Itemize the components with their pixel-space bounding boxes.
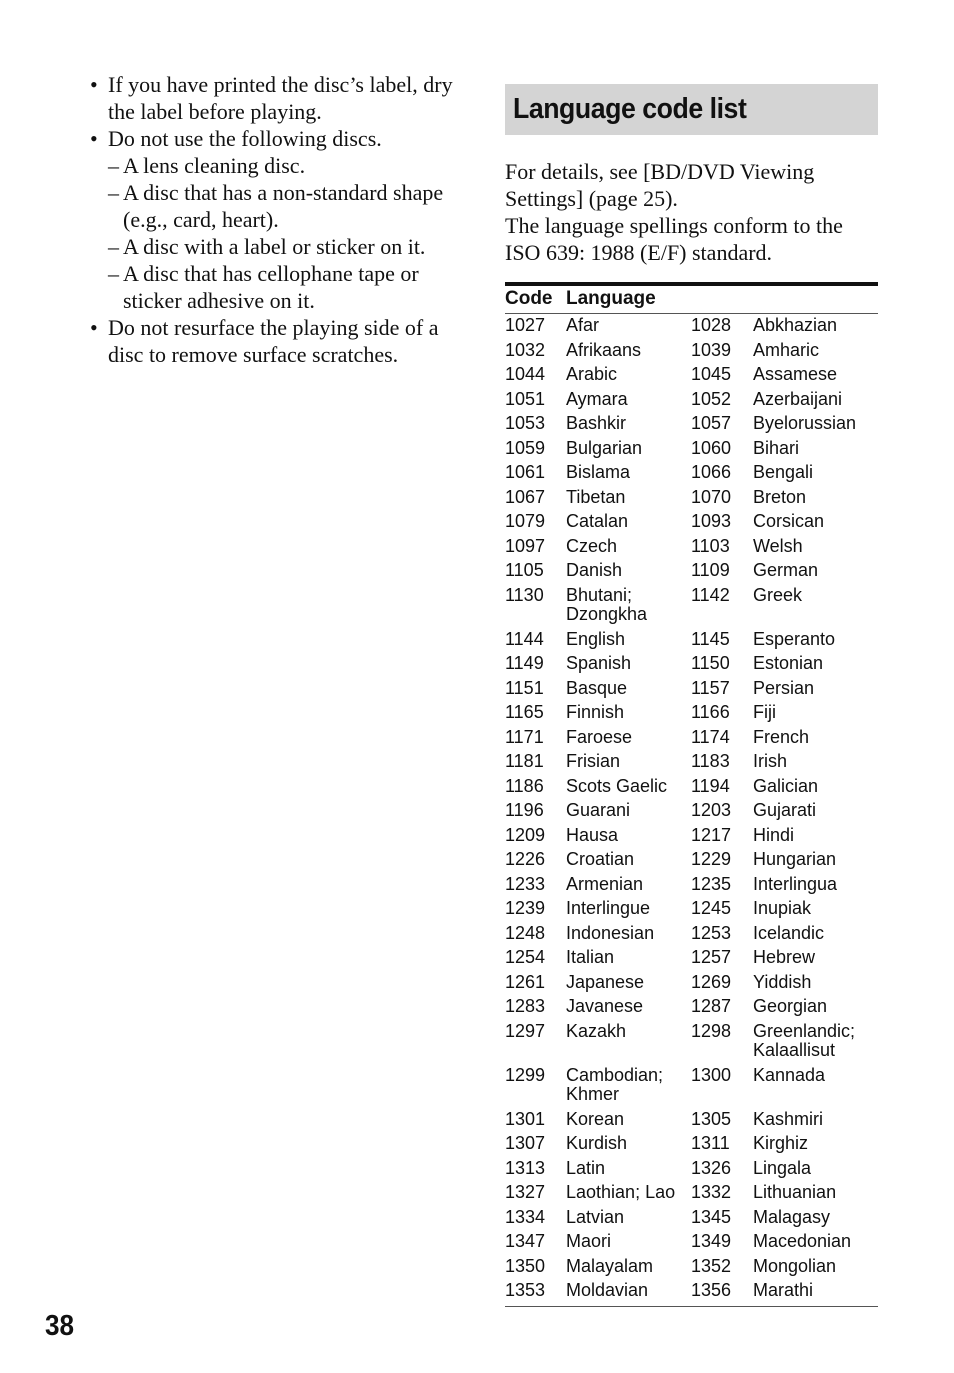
language-cell: Spanish [566, 653, 632, 673]
language-cell: Abkhazian [753, 315, 838, 335]
header-code: Code [505, 288, 553, 309]
code-cell: 1149 [505, 653, 544, 673]
item-text: Do not use the following discs. [108, 126, 382, 151]
language-cell: Japanese [566, 971, 645, 992]
table-row [505, 726, 878, 751]
code-cell: 1350 [505, 1255, 546, 1276]
code-cell: 1298 [691, 1020, 732, 1041]
language-cell: Scots Gaelic [566, 775, 668, 796]
language-cell: Yiddish [753, 971, 812, 992]
language-cell: Georgian [753, 996, 828, 1016]
code-cell: 1032 [505, 339, 546, 360]
language-cell: Estonian [753, 653, 824, 673]
table-row [505, 799, 878, 824]
bullet-item [90, 314, 470, 368]
table-row [505, 314, 878, 339]
bullet-mark: • [90, 315, 98, 340]
dash-mark: – [108, 261, 119, 286]
dash-mark: – [108, 153, 119, 178]
code-cell: 1307 [505, 1133, 546, 1153]
table-row [505, 486, 878, 511]
language-cell: Persian [753, 677, 815, 698]
code-cell: 1203 [691, 800, 732, 820]
code-cell: 1105 [505, 560, 544, 580]
table-row [505, 701, 878, 726]
code-cell: 1044 [505, 364, 546, 384]
code-cell: 1059 [505, 437, 546, 458]
code-cell: 1150 [691, 653, 730, 673]
table-row [505, 873, 878, 898]
language-cell: Esperanto [753, 628, 836, 649]
table-row [505, 1181, 878, 1206]
intro-details: For details, see [BD/DVD Viewing Settings] (page 25). [505, 159, 815, 211]
table-row [505, 775, 878, 800]
code-cell: 1245 [691, 898, 732, 918]
language-cell: Welsh [753, 535, 803, 556]
language-cell: Moldavian [566, 1280, 649, 1300]
item-text: Do not resurface the playing side of a disc to remove surface scratches. [108, 315, 439, 367]
language-cell: Hindi [753, 824, 795, 845]
language-cell: Croatian [566, 849, 635, 869]
dash-item [90, 179, 470, 233]
language-cell: Frisian [566, 751, 621, 771]
code-cell: 1151 [505, 677, 544, 698]
language-code-section [505, 84, 878, 1307]
code-cell: 1039 [691, 339, 732, 360]
language-cell: Kashmiri [753, 1108, 824, 1129]
item-text: If you have printed the disc’s label, dry the label before playing. [108, 72, 453, 124]
code-cell: 1067 [505, 486, 546, 507]
language-cell: Interlingua [753, 873, 838, 894]
code-cell: 1233 [505, 873, 546, 894]
code-cell: 1051 [505, 388, 546, 409]
language-cell: Bengali [753, 462, 814, 482]
table-row [505, 412, 878, 437]
table-row [505, 848, 878, 873]
language-cell: Malagasy [753, 1206, 831, 1227]
table-body [505, 314, 878, 1307]
code-cell: 1301 [505, 1108, 546, 1129]
code-cell: 1196 [505, 800, 544, 820]
table-row [505, 1020, 878, 1064]
code-cell: 1166 [691, 702, 730, 722]
table-row [505, 510, 878, 535]
code-cell: 1353 [505, 1280, 546, 1300]
code-cell: 1239 [505, 898, 546, 918]
code-cell: 1334 [505, 1206, 546, 1227]
table-row [505, 535, 878, 560]
language-cell: English [566, 628, 626, 649]
language-cell: Breton [753, 486, 807, 507]
code-cell: 1269 [691, 971, 732, 992]
dash-item [90, 233, 470, 260]
language-cell: Italian [566, 947, 615, 967]
code-cell: 1181 [505, 751, 544, 771]
header-language: Language [566, 288, 656, 309]
code-cell: 1299 [505, 1064, 546, 1085]
dash-mark: – [108, 234, 119, 259]
table-row [505, 995, 878, 1020]
code-cell: 1226 [505, 849, 546, 869]
table-row [505, 652, 878, 677]
code-cell: 1053 [505, 413, 546, 433]
language-cell: Afrikaans [566, 339, 642, 360]
code-cell: 1313 [505, 1157, 546, 1178]
code-cell: 1174 [691, 726, 730, 747]
code-cell: 1060 [691, 437, 732, 458]
table-row [505, 1255, 878, 1280]
language-cell: Marathi [753, 1280, 814, 1300]
code-cell: 1070 [691, 486, 732, 507]
code-cell: 1097 [505, 535, 546, 556]
code-cell: 1283 [505, 996, 546, 1016]
table-row [505, 1279, 878, 1304]
language-cell: Macedonian [753, 1231, 852, 1251]
table-row [505, 388, 878, 413]
dash-item [90, 152, 470, 179]
section-title: Language code list [513, 93, 747, 125]
item-text: A disc that has a non-standard shape (e.g., card, heart). [123, 180, 444, 232]
language-cell: Javanese [566, 996, 644, 1016]
code-cell: 1045 [691, 364, 732, 384]
language-cell: Bhutani; Dzongkha [566, 584, 648, 624]
language-cell: Latin [566, 1157, 606, 1178]
table-row [505, 339, 878, 364]
language-cell: Hausa [566, 824, 619, 845]
table-row [505, 971, 878, 996]
code-cell: 1345 [691, 1206, 732, 1227]
table-row [505, 946, 878, 971]
code-cell: 1248 [505, 922, 546, 943]
table-row [505, 461, 878, 486]
bullet-item [90, 125, 470, 152]
language-cell: Indonesian [566, 922, 655, 943]
code-cell: 1109 [691, 560, 730, 580]
language-cell: Catalan [566, 511, 629, 531]
language-cell: Assamese [753, 364, 838, 384]
language-cell: Lithuanian [753, 1182, 837, 1202]
table-row [505, 1206, 878, 1231]
language-cell: Tibetan [566, 486, 626, 507]
table-row [505, 824, 878, 849]
language-cell: Laothian; Lao [566, 1182, 676, 1202]
code-cell: 1093 [691, 511, 732, 531]
code-cell: 1142 [691, 584, 730, 605]
table-row [505, 1132, 878, 1157]
table-row [505, 922, 878, 947]
language-cell: Amharic [753, 339, 820, 360]
language-cell: Inupiak [753, 898, 812, 918]
language-cell: Azerbaijani [753, 388, 843, 409]
language-cell: Gujarati [753, 800, 817, 820]
table-row [505, 897, 878, 922]
language-code-table [505, 282, 878, 1307]
table-row [505, 363, 878, 388]
intro-standard: The language spellings conform to the ISO 639: 1988 (E/F) standard. [505, 213, 843, 265]
table-row [505, 1064, 878, 1108]
language-cell: Bashkir [566, 413, 627, 433]
dash-item [90, 260, 470, 314]
language-cell: Danish [566, 560, 623, 580]
code-cell: 1027 [505, 315, 546, 335]
code-cell: 1332 [691, 1182, 732, 1202]
language-cell: Greek [753, 584, 803, 605]
language-cell: Hebrew [753, 947, 816, 967]
language-cell: Latvian [566, 1206, 625, 1227]
table-header [505, 282, 878, 314]
code-cell: 1254 [505, 947, 546, 967]
language-cell: Hungarian [753, 849, 837, 869]
table-row [505, 677, 878, 702]
code-cell: 1326 [691, 1157, 732, 1178]
language-cell: Bulgarian [566, 437, 643, 458]
item-text: A lens cleaning disc. [123, 153, 306, 178]
language-cell: Fiji [753, 702, 776, 722]
item-text: A disc with a label or sticker on it. [123, 234, 426, 259]
code-cell: 1327 [505, 1182, 546, 1202]
language-cell: Finnish [566, 702, 625, 722]
code-cell: 1311 [691, 1133, 730, 1153]
language-cell: Guarani [566, 800, 631, 820]
language-cell: Byelorussian [753, 413, 857, 433]
table-row [505, 628, 878, 653]
table-row [505, 1157, 878, 1182]
code-cell: 1349 [691, 1231, 732, 1251]
code-cell: 1171 [505, 726, 544, 747]
language-cell: Corsican [753, 511, 825, 531]
code-cell: 1194 [691, 775, 730, 796]
page-number: 38 [45, 1310, 75, 1342]
code-cell: 1235 [691, 873, 732, 894]
code-cell: 1066 [691, 462, 732, 482]
language-cell: Icelandic [753, 922, 825, 943]
code-cell: 1257 [691, 947, 732, 967]
table-row [505, 750, 878, 775]
code-cell: 1297 [505, 1020, 546, 1041]
language-cell: Arabic [566, 364, 618, 384]
code-cell: 1305 [691, 1108, 732, 1129]
language-cell: Irish [753, 751, 788, 771]
language-cell: Mongolian [753, 1255, 837, 1276]
table-row [505, 584, 878, 628]
code-cell: 1261 [505, 971, 546, 992]
code-cell: 1186 [505, 775, 544, 796]
code-cell: 1217 [691, 824, 732, 845]
code-cell: 1183 [691, 751, 730, 771]
disc-precautions-list [90, 71, 470, 368]
code-cell: 1145 [691, 628, 730, 649]
code-cell: 1079 [505, 511, 546, 531]
bullet-mark: • [90, 72, 98, 97]
code-cell: 1103 [691, 535, 730, 556]
language-cell: French [753, 726, 810, 747]
language-cell: Malayalam [566, 1255, 654, 1276]
code-cell: 1130 [505, 584, 544, 605]
code-cell: 1057 [691, 413, 732, 433]
language-cell: Faroese [566, 726, 633, 747]
code-cell: 1287 [691, 996, 732, 1016]
language-cell: Afar [566, 315, 600, 335]
code-cell: 1052 [691, 388, 732, 409]
table-row [505, 1230, 878, 1255]
language-cell: Aymara [566, 388, 628, 409]
language-cell: Korean [566, 1108, 625, 1129]
bullet-item [90, 71, 470, 125]
table-row [505, 1108, 878, 1133]
bullet-mark: • [90, 126, 98, 151]
section-header [505, 84, 878, 135]
code-cell: 1347 [505, 1231, 546, 1251]
language-cell: Maori [566, 1231, 612, 1251]
language-cell: Armenian [566, 873, 644, 894]
language-cell: Greenlandic; Kalaallisut [753, 1020, 856, 1060]
code-cell: 1061 [505, 462, 546, 482]
language-cell: Cambodian; Khmer [566, 1064, 664, 1104]
language-cell: Galician [753, 775, 819, 796]
code-cell: 1157 [691, 677, 730, 698]
code-cell: 1352 [691, 1255, 732, 1276]
language-cell: Kazakh [566, 1020, 627, 1041]
item-text: A disc that has cellophane tape or sticker adhesive on it. [123, 261, 419, 313]
section-intro [505, 158, 878, 266]
code-cell: 1356 [691, 1280, 732, 1300]
language-cell: Czech [566, 535, 618, 556]
code-cell: 1300 [691, 1064, 732, 1085]
table-row [505, 559, 878, 584]
language-cell: German [753, 560, 819, 580]
language-cell: Lingala [753, 1157, 812, 1178]
code-cell: 1165 [505, 702, 544, 722]
language-cell: Bihari [753, 437, 800, 458]
code-cell: 1229 [691, 849, 732, 869]
language-cell: Kannada [753, 1064, 826, 1085]
language-cell: Bislama [566, 462, 631, 482]
code-cell: 1028 [691, 315, 732, 335]
code-cell: 1144 [505, 628, 544, 649]
code-cell: 1209 [505, 824, 546, 845]
language-cell: Interlingue [566, 898, 651, 918]
table-row [505, 437, 878, 462]
dash-mark: – [108, 180, 119, 205]
language-cell: Basque [566, 677, 628, 698]
language-cell: Kirghiz [753, 1133, 809, 1153]
code-cell: 1253 [691, 922, 732, 943]
language-cell: Kurdish [566, 1133, 628, 1153]
